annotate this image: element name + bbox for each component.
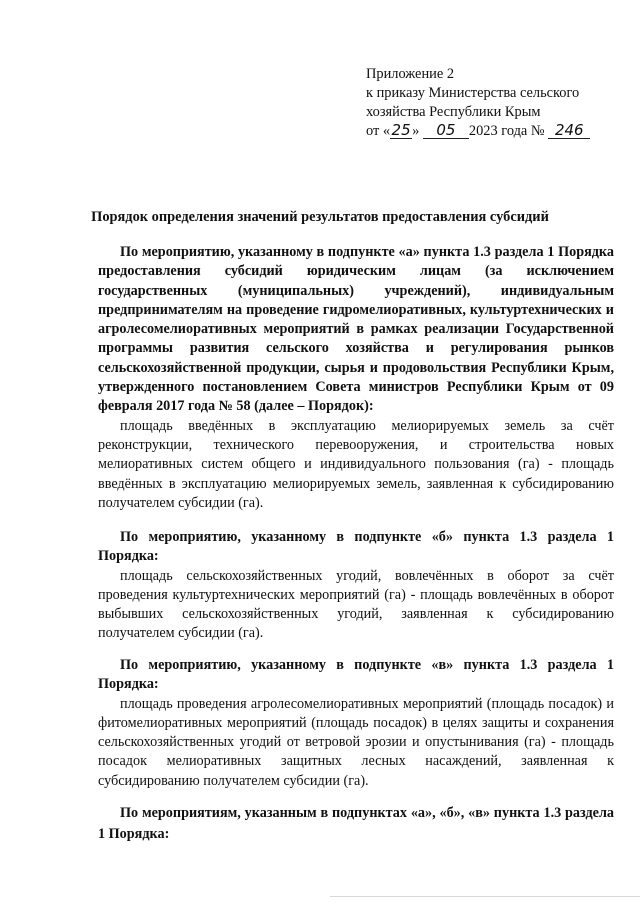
section-a [98,243,614,513]
handwritten-order-number: 246 [548,123,590,139]
document-title: Порядок определения значений результатов предоставления субсидий [91,209,549,225]
appendix-order-ref: к приказу Министерства сельского [366,85,580,101]
section-header: По мероприятию, указанному в подпункте «а» пункта 1.3 раздела 1 Порядка предоставления субсидий юридическим лицам (за исключением государственных (муниципальных) учреждений), индивидуальным предпринимателям на проведение гидромелиоративных, культуртехнических и агролесомелиоративных мероприятий в рамках реализации Государственной программы развития сельского хозяйства и регулирования рынков сельскохозяйственной продукции, сырья и продовольствия Республики Крым, утвержденного постановлением Совета министров Республики Крым от 09 февраля 2017 года № 58 (далее – Порядок): [98,244,614,415]
appendix-header [366,65,626,141]
date-mid: » [412,123,420,139]
section-header: По мероприятию, указанному в подпункте «в» пункта 1.3 раздела 1 Порядка: [98,657,614,693]
handwritten-day: 25 [391,121,411,139]
appendix-ministry: хозяйства Республики Крым [366,104,541,120]
year-text: 2023 года № [468,123,545,139]
section-header: По мероприятию, указанному в подпункте «б» пункта 1.3 раздела 1 Порядка: [98,529,614,565]
appendix-label: Приложение 2 [366,66,455,82]
scan-edge-line [330,896,640,897]
section-header: По мероприятиям, указанным в подпунктах «а», «б», «в» пункта 1.3 раздела 1 Порядка: [98,805,614,842]
handwritten-month: 05 [423,123,469,139]
section-body: площадь введённых в эксплуатацию мелиорируемых земель за счёт реконструкции, технического перевооружения, и строительства новых мелиоративных систем общего и индивидуального пользования (га) - площадь введённых в эксплуатацию мелиорируемых земель, заявленная к субсидированию получателем субсидии (га). [98,417,614,511]
section-abv [98,803,614,845]
section-b [98,528,614,644]
date-prefix: от « [366,123,391,139]
section-body: площадь сельскохозяйственных угодий, вовлечённых в оборот за счёт проведения культуртехнических мероприятий (га) - площадь вовлечённых в оборот выбывших сельскохозяйственных угодий, заявленная к субсидированию получателем субсидии (га). [98,567,614,642]
section-v [98,656,614,791]
section-body: площадь проведения агролесомелиоративных мероприятий (площадь посадок) и фитомелиоративных мероприятий (площадь посадок) в целях защиты и сохранения сельскохозяйственных угодий от ветровой эрозии и опустынивания (га) - площадь посадок мелиоративных защитных лесных насаждений, заявленная к субсидированию получателем субсидии (га). [98,695,614,789]
appendix-date-line [366,122,626,141]
